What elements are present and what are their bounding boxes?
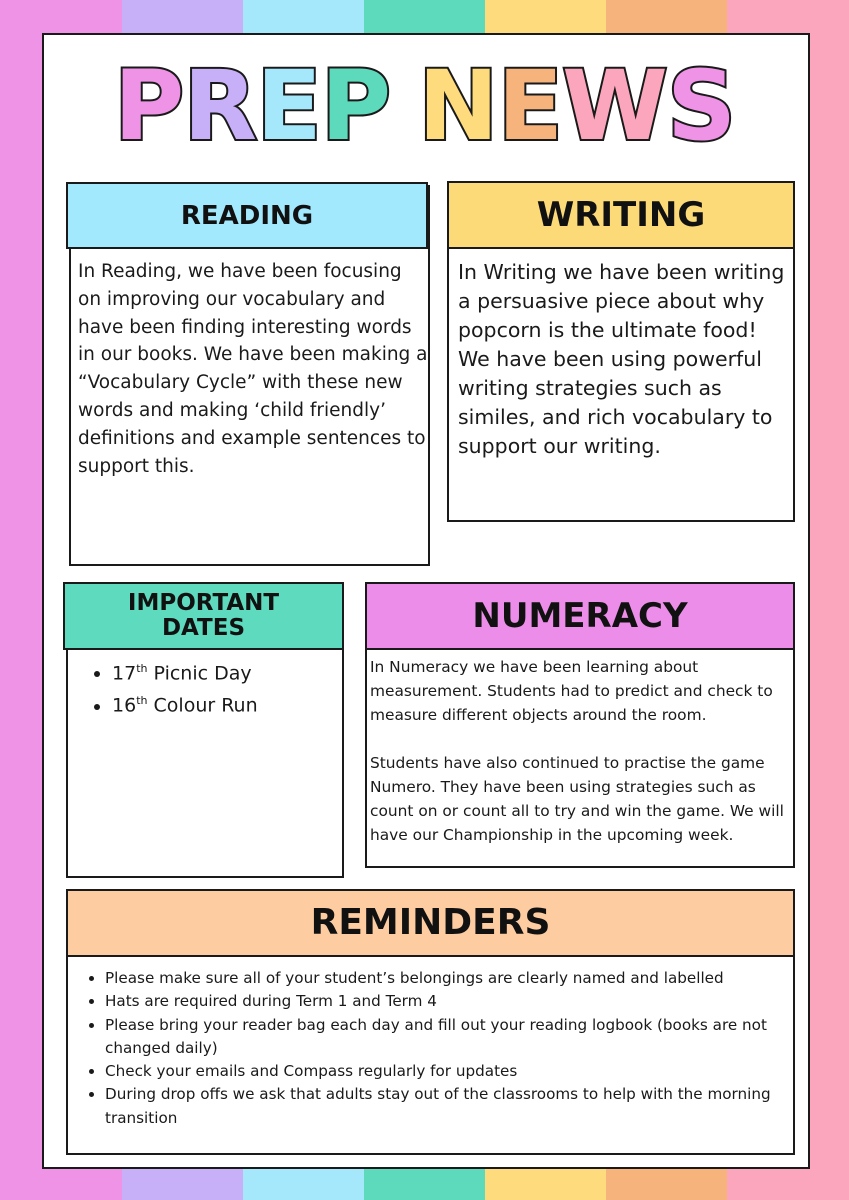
list-item: • Check your emails and Compass regularly for updates <box>105 1060 787 1083</box>
stripe-top-rose <box>727 0 849 33</box>
numeracy-text <box>370 655 791 847</box>
page-title <box>0 50 849 162</box>
list-item: • During drop offs we ask that adults stay out of the classrooms to help with the morning transition <box>105 1083 787 1130</box>
reading-text: In Reading, we have been focusing on improving our vocabulary and have been finding interesting words in our books. We have been making a “Vocabulary Cycle” with these new words and making ‘child friendly’ definitions and example sentences to support this. <box>78 261 428 477</box>
date-event: Picnic Day <box>147 662 252 685</box>
list-item: • Please bring your reader bag each day and fill out your reading logbook (books are not changed daily) <box>105 1014 787 1061</box>
date-day: 16 <box>112 694 137 717</box>
title-letter: P <box>320 50 391 162</box>
stripe-bottom-pink <box>0 1169 122 1200</box>
stripe-top-pink <box>0 0 122 33</box>
date-day: 17 <box>112 662 137 685</box>
title-letter: E <box>497 50 563 162</box>
important-dates-heading-line1: IMPORTANT <box>127 590 280 616</box>
reading-heading: READING <box>66 182 428 249</box>
writing-heading: WRITING <box>447 181 795 249</box>
list-item: • Hats are required during Term 1 and Term 4 <box>105 990 787 1013</box>
title-letter: S <box>666 50 736 162</box>
stripe-bottom-yellow <box>485 1169 606 1200</box>
title-letter: P <box>113 50 184 162</box>
important-dates-list <box>74 655 336 720</box>
date-event: Colour Run <box>147 694 258 717</box>
stripe-left <box>0 0 42 1200</box>
list-item <box>112 655 336 687</box>
stripe-bottom-lavender <box>122 1169 243 1200</box>
list-item <box>112 687 336 719</box>
title-letter: W <box>562 50 667 162</box>
stripe-top-mint <box>364 0 485 33</box>
stripe-right <box>810 0 849 1200</box>
stripe-bottom-rose <box>727 1169 849 1200</box>
stripe-top-sky <box>243 0 364 33</box>
reminders-heading: REMINDERS <box>66 889 795 957</box>
writing-text: In Writing we have been writing a persuasive piece about why popcorn is the ultimate food! We have been using powerful writing strategies such as similes, and rich vocabulary to support our writing. <box>458 260 785 458</box>
important-dates-heading-line2: DATES <box>161 615 246 641</box>
title-letter: N <box>418 50 498 162</box>
numeracy-heading: NUMERACY <box>365 582 795 650</box>
stripe-bottom-peach <box>606 1169 727 1200</box>
stripe-bottom-mint <box>364 1169 485 1200</box>
numeracy-paragraph-1: In Numeracy we have been learning about measurement. Students had to predict and check to measure different objects around the room. <box>370 658 773 724</box>
stripe-bottom-sky <box>243 1169 364 1200</box>
date-suffix: th <box>136 694 148 708</box>
reminders-list <box>67 967 787 1130</box>
stripe-top-peach <box>606 0 727 33</box>
date-suffix: th <box>136 662 148 675</box>
title-letter: R <box>183 50 257 162</box>
title-letter: E <box>256 50 321 162</box>
stripe-top-lavender <box>122 0 243 33</box>
stripe-top-yellow <box>485 0 606 33</box>
numeracy-paragraph-2: Students have also continued to practise the game Numero. They have been using strategies such as count on or count all to try and win the game. We will have our Championship in the upcoming week. <box>370 754 784 844</box>
list-item: • Please make sure all of your student’s belongings are clearly named and labelled <box>105 967 787 990</box>
important-dates-heading <box>63 582 344 650</box>
